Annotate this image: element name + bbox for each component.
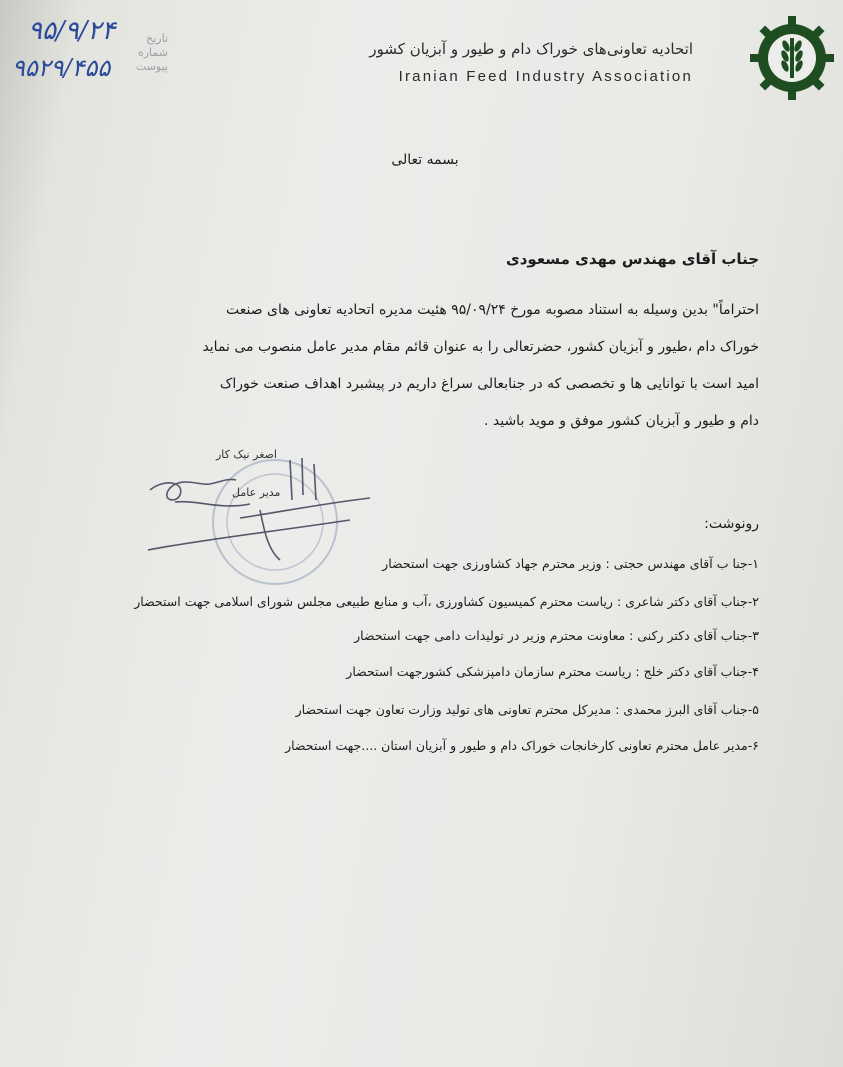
cc-item: ۴-جناب آقای دکتر خلج : ریاست محترم سازمان دامپزشکی کشورجهت استحضار [346, 664, 759, 679]
cc-item: ۳-جناب آقای دکتر رکنی : معاونت محترم وزیر در تولیدات دامی جهت استحضار [354, 628, 759, 643]
attachment-label: پیوست [135, 60, 168, 73]
org-name-english: Iranian Feed Industry Association [398, 68, 693, 85]
cc-label: رونوشت: [704, 516, 759, 532]
official-stamp-and-signature [140, 440, 400, 590]
letter-meta-labels [108, 32, 168, 74]
cc-item: ۱-جنا ب آقای مهندس حجتی : وزیر محترم جهاد کشاورزی جهت استحضار [382, 556, 759, 571]
body-line: دام و طیور و آبزیان کشور موفق و موید باشید . [483, 413, 759, 429]
letter-body [99, 292, 759, 440]
association-logo [748, 14, 836, 102]
number-label: شماره [137, 46, 168, 59]
body-line: خوراک دام ،طیور و آبزیان کشور، حضرتعالی را به عنوان قائم مقام مدیر عامل منصوب می نماید [202, 339, 759, 355]
handwritten-letter-number: ۹۵۲۹/۴۵۵ [12, 54, 111, 82]
signatory-title: مدیر عامل [232, 486, 281, 499]
org-name-persian: اتحادیه تعاونی‌های خوراک دام و طیور و آبزیان کشور [369, 40, 693, 58]
date-label: تاریخ [146, 32, 168, 45]
addressee: جناب آقای مهندس مهدی مسعودی [505, 250, 759, 268]
cc-item: ۲-جناب آقای دکتر شاعری : ریاست محترم کمیسیون کشاورزی ،آب و منابع طبیعی مجلس شورای اسلامی جهت استحضار [134, 594, 759, 609]
handwritten-date: ۹۵/۹/۲۴ [28, 16, 116, 46]
signatory-name: اصغر نیک کار [216, 448, 277, 461]
body-line: احتراماً" بدین وسیله به استناد مصوبه مورخ ۹۵/۰۹/۲۴ هئیت مدیره اتحادیه تعاونی های صنعت [225, 302, 759, 318]
cc-item: ۵-جناب آقای البرز محمدی : مدیرکل محترم تعاونی های تولید وزارت تعاون جهت استحضار [295, 702, 759, 717]
invocation: بسمه تعالی [391, 152, 459, 168]
body-line: امید است با توانایی ها و تخصصی که در جنابعالی سراغ داریم در پیشبرد اهداف صنعت خوراک [219, 376, 759, 392]
cc-item: ۶-مدیر عامل محترم تعاونی کارخانجات خوراک دام و طیور و آبزیان استان ....جهت استحضار [285, 738, 759, 753]
